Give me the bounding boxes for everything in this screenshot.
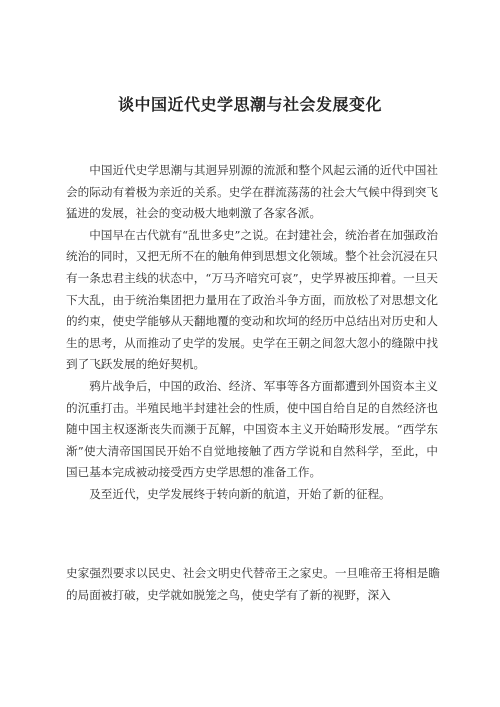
document-body (66, 160, 438, 506)
paragraph-3: 鸦片战争后，中国的政治、经济、军事等各方面都遭到外国资本主义的沉重打击。半殖民地半封建社会的性质，使中国自给自足的自然经济也随中国主权逐渐丧失而濒于瓦解，中国资本主义开始畸形发展。“西学东渐”使大清帝国国民开始不自觉地接触了西方学说和自然科学，至此，中国已基本完成被动接受西方史学思想的准备工作。 (66, 378, 438, 480)
paragraph-2: 中国早在古代就有“乱世多史”之说。在封建社会，统治者在加强政治统治的同时，又把无所不在的触角伸到思想文化领域。整个社会沉浸在只有一条忠君主线的状态中，“万马齐喑究可哀”，史学界被压抑着。一旦天下大乱，由于统治集团把力量用在了政治斗争方面，而放松了对思想文化的约束，使史学能够从天翻地覆的变动和坎坷的经历中总结出对历史和人生的思考，从而推动了史学的发展。史学在王朝之间忽大忽小的缝隙中找到了飞跃发展的绝好契机。 (66, 227, 438, 372)
document-body-continued (66, 563, 440, 606)
paragraph-4: 及至近代，史学发展终于转向新的航道，开始了新的征程。 (89, 486, 391, 501)
paragraph-5: 史家强烈要求以民史、社会文明史代替帝王之家史。一旦唯帝王将相是瞻的局面被打破，史学就如脱笼之鸟，使史学有了新的视野，深入 (66, 566, 440, 602)
paragraph-1: 中国近代史学思潮与其迥异别源的流派和整个风起云涌的近代中国社会的际动有着极为亲近的关系。史学在群流荡荡的社会大气候中得到突飞猛进的发展，社会的变动极大地刺激了各家各派。 (66, 163, 438, 221)
document-title: 谈中国近代史学思潮与社会发展变化 (117, 95, 382, 114)
